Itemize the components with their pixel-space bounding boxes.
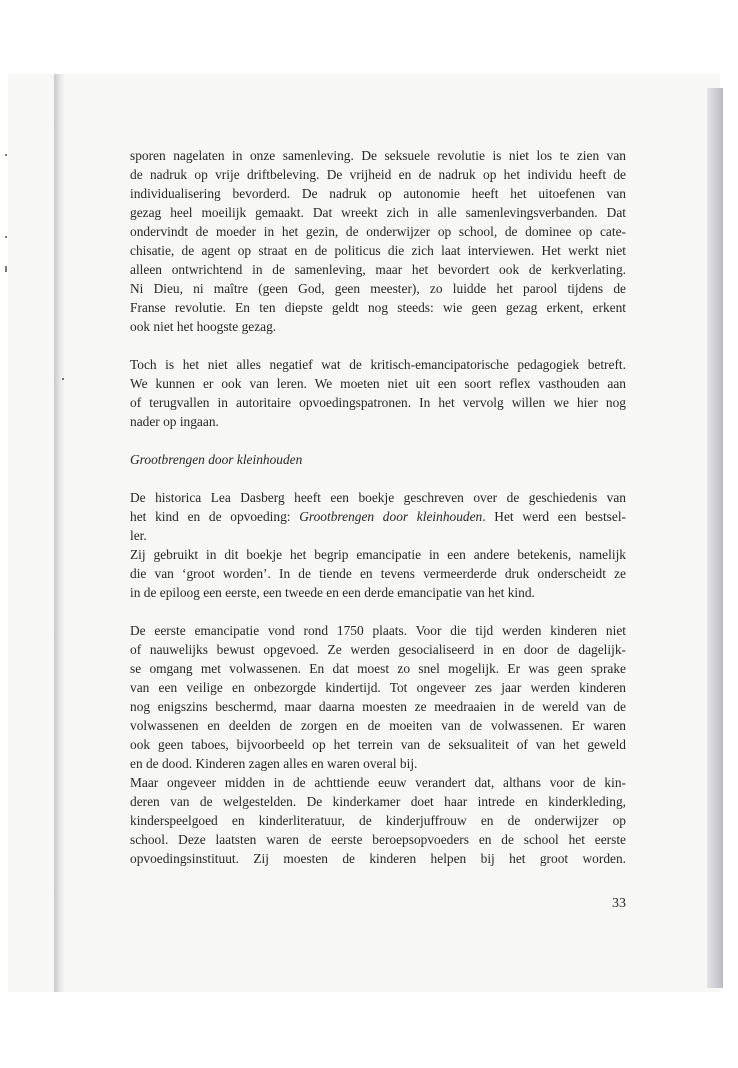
paragraph-6: [130, 773, 626, 868]
text-line: deren van de welgestelden. De kinderkamer doet haar intrede en kinderkleding,: [130, 794, 626, 809]
paragraph-1: [130, 146, 626, 336]
text-line: nog enigszins beschermd, maar daarna moesten ze meedraaien in de wereld van de: [130, 699, 626, 714]
text-line: ook niet het hoogste gezag.: [130, 319, 277, 334]
book-spine-shadow: [54, 74, 64, 992]
text-line: gezag heel moeilijk gemaakt. Dat wreekt zich in alle samenlevingsverbanden. Dat: [130, 205, 626, 220]
text-line: [130, 507, 626, 526]
text-line: opvoedingsinstituut. Zij moesten de kinderen helpen bij het groot worden.: [130, 851, 626, 866]
margin-mark: [5, 236, 7, 238]
margin-mark: [5, 154, 7, 156]
section-heading: Grootbrengen door kleinhouden: [130, 452, 303, 467]
text-line: Ni Dieu, ni maître (geen God, geen meester), zo luidde het parool tijdens de: [130, 281, 626, 296]
paragraph-2: [130, 355, 626, 431]
page-edge: [707, 88, 723, 988]
page-number: 33: [612, 896, 626, 911]
text-line: Toch is het niet alles negatief wat de kritisch-emancipatorische pedagogiek betreft.: [130, 357, 626, 372]
text-line: van een veilige en onbezorgde kindertijd. Tot ongeveer zes jaar werden kinderen: [130, 680, 626, 695]
text-line: nader op ingaan.: [130, 414, 219, 429]
text-line: se omgang met volwassenen. En dat moest zo snel mogelijk. Er was geen sprake: [130, 661, 626, 676]
text-line: Franse revolutie. En ten diepste geldt nog steeds: wie geen gezag erkent, erkent: [130, 300, 626, 315]
text-line: of terugvallen in autoritaire opvoedingspatronen. In het vervolg willen we hier nog: [130, 395, 626, 410]
margin-mark: [62, 378, 64, 380]
text-run: het kind en de opvoeding:: [130, 509, 300, 524]
text-line: chisatie, de agent op straat en de politicus die zich laat interviewen. Het werkt niet: [130, 243, 626, 258]
text-line: ook geen taboes, bijvoorbeeld op het terrein van de seksualiteit of van het geweld: [130, 737, 626, 752]
text-run: . Het werd een bestsel-: [482, 509, 627, 524]
text-line: in de epiloog een eerste, een tweede en een derde emancipatie van het kind.: [130, 585, 535, 600]
text-line: Zij gebruikt in dit boekje het begrip emancipatie in een andere betekenis, namelijk: [130, 547, 626, 562]
margin-mark: [5, 266, 7, 272]
text-line: kinderspeelgoed en kinderliteratuur, de kinderjuffrouw en de onderwijzer op: [130, 813, 626, 828]
text-line: en de dood. Kinderen zagen alles en waren overal bij.: [130, 756, 418, 771]
text-line: school. Deze laatsten waren de eerste beroepsopvoeders en de school het eerste: [130, 832, 626, 847]
text-line: We kunnen er ook van leren. We moeten niet uit een soort reflex vasthouden aan: [130, 376, 626, 391]
text-line: ondervindt de moeder in het gezin, de onderwijzer op school, de dominee op cate-: [130, 224, 626, 239]
text-line: alleen ontwrichtend in de samenleving, maar het bevordert ook de kerkverlating.: [130, 262, 626, 277]
paragraph-4: [130, 545, 626, 602]
text-line: volwassenen en deelden de zorgen en de moeiten van de volwassenen. Er waren: [130, 718, 626, 733]
text-line: ler.: [130, 528, 147, 543]
paragraph-5: [130, 621, 626, 773]
text-line: Maar ongeveer midden in de achttiende eeuw verandert dat, althans voor de kin-: [130, 775, 626, 790]
body-text: [130, 146, 626, 868]
text-line: De eerste emancipatie vond rond 1750 plaats. Voor die tijd werden kinderen niet: [130, 623, 626, 638]
text-line: De historica Lea Dasberg heeft een boekje geschreven over de geschiedenis van: [130, 490, 626, 505]
text-line: de nadruk op vrije driftbeleving. De vrijheid en de nadruk op het individu heeft de: [130, 167, 626, 182]
text-line: die van ‘groot worden’. In de tiende en tevens vermeerderde druk onderscheidt ze: [130, 566, 626, 581]
text-line: sporen nagelaten in onze samenleving. De seksuele revolutie is niet los te zien van: [130, 148, 626, 163]
text-line: of nauwelijks bewust opgevoed. Ze werden gesocialiseerd in en door de dagelijk-: [130, 642, 626, 657]
book-title: Grootbrengen door kleinhouden: [299, 509, 483, 524]
paragraph-3: [130, 488, 626, 545]
text-line: individualisering bevorderd. De nadruk op autonomie heeft het uitoefenen van: [130, 186, 626, 201]
